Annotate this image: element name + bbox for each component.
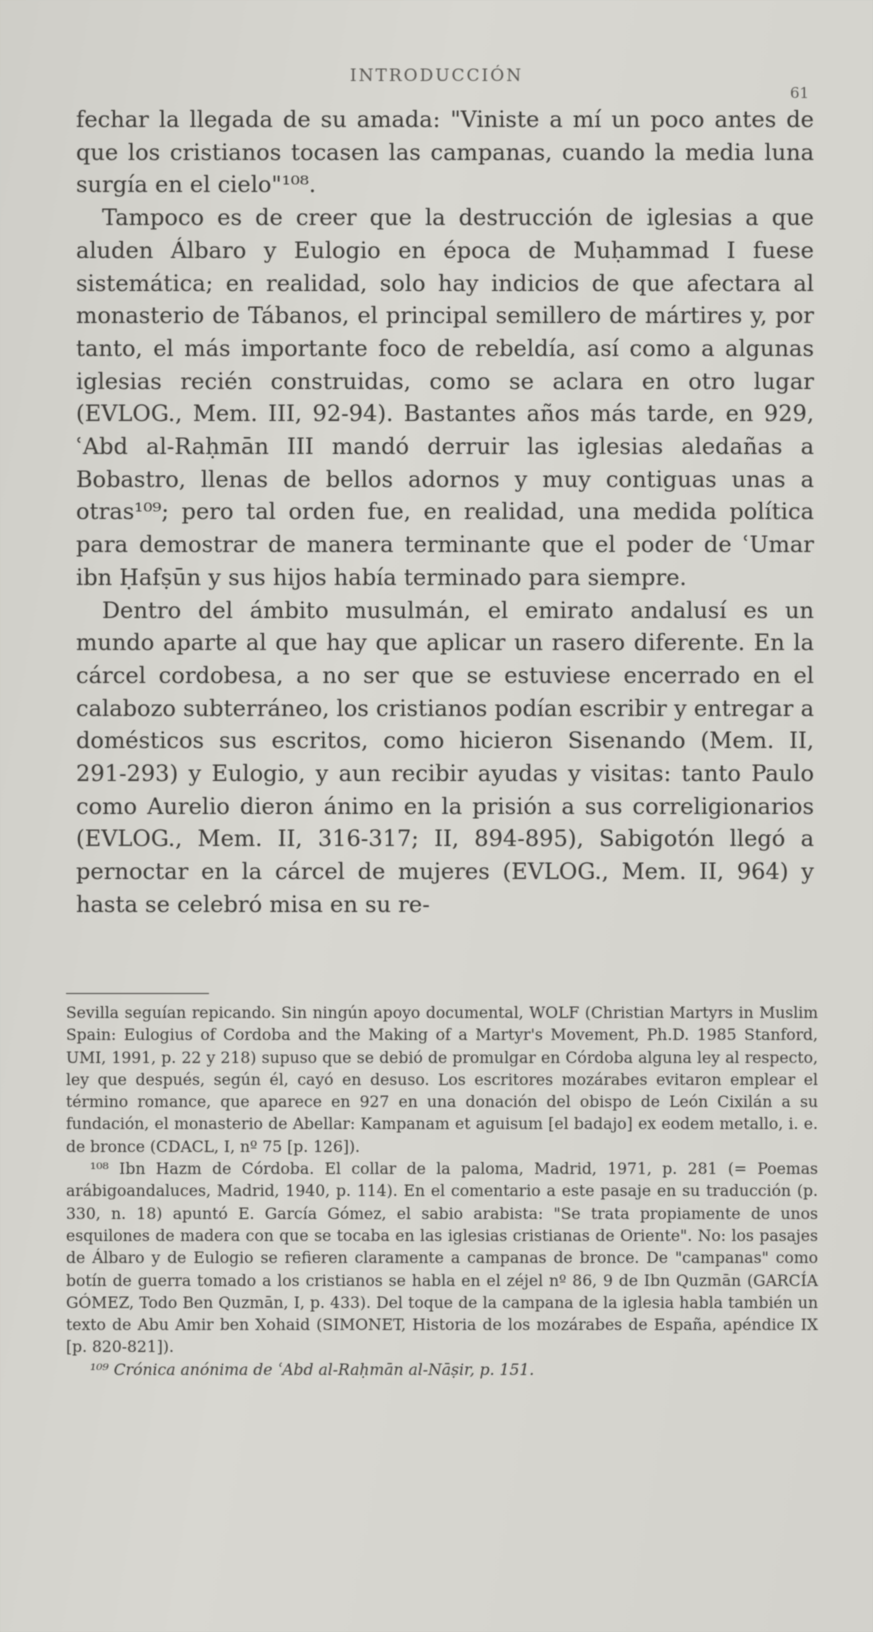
paragraph: Tampoco es de creer que la destrucción de iglesias a que aluden Álbaro y Eulogio en época de Muḥammad I fuese sistemática; en realidad, solo hay indicios de que afectara al monasterio de Tábanos, el principal semillero de mártires y, por tanto, el más importante foco de rebeldía, así como a algunas iglesias recién construidas, como se aclara en otro lugar (EVLOG., Mem. III, 92-94). Bastantes años más tarde, en 929, ʿAbd al-Raḥmān III mandó derruir las iglesias aledañas a Bobastro, llenas de bellos adornos y muy contiguas unas a otras¹⁰⁹; pero tal orden fue, en realidad, una medida política para demostrar de manera terminante que el poder de ʿUmar ibn Ḥafṣūn y sus hijos había terminado para siempre. — [76, 205, 814, 591]
footnote-109: ¹⁰⁹ Crónica anónima de ʿAbd al-Raḥmān al-Nāṣir, p. 151. — [90, 1360, 535, 1379]
paragraph: fechar la llegada de su amada: "Viniste a mí un poco antes de que los cristianos tocasen las campanas, cuando la media luna surgía en el cielo"¹⁰⁸. — [76, 107, 814, 199]
page-number: 61 — [790, 84, 810, 102]
footnote-108: ¹⁰⁸ Ibn Hazm de Córdoba. El collar de la paloma, Madrid, 1971, p. 281 (= Poemas arábigoandaluces, Madrid, 1940, p. 114). En el comentario a este pasaje en su traducción (p. 330, n. 18) apuntó E. García Gómez, el sabio arabista: "Se trata propiamente de unos esquilones de madera con que se tocaba en las iglesias cristianas de Oriente". No: los pasajes de Álbaro y de Eulogio se refieren claramente a campanas de bronce. De "campanas" como botín de guerra tomado a los cristianos se habla en el zéjel nº 86, 9 de Ibn Quzmān (GARCÍA GÓMEZ, Todo Ben Quzmān, I, p. 433). Del toque de la campana de la iglesia habla también un texto de Abu Amir ben Xohaid (SIMONET, Historia de los mozárabes de España, apéndice IX [p. 820-821]). — [66, 1160, 818, 1357]
paragraph: Dentro del ámbito musulmán, el emirato andalusí es un mundo aparte al que hay que aplicar un rasero diferente. En la cárcel cordobesa, a no ser que se estuviese encerrado en el calabozo subterráneo, los cristianos podían escribir y entregar a domésticos sus escritos, como hicieron Sisenando (Mem. II, 291-293) y Eulogio, y aun recibir ayudas y visitas: tanto Paulo como Aurelio dieron ánimo en la prisión a sus correligionarios (EVLOG., Mem. II, 316-317; II, 894-895), Sabigotón llegó a pernoctar en la cárcel de mujeres (EVLOG., Mem. II, 964) y hasta se celebró misa en su re- — [76, 597, 814, 918]
main-text — [76, 104, 814, 922]
footnote-continuation: Sevilla seguían repicando. Sin ningún apoyo documental, WOLF (Christian Martyrs in Muslim Spain: Eulogius of Cordoba and the Making of a Martyr's Movement, Ph.D. 1985 Stanford, UMI, 1991, p. 22 y 218) supuso que se debió de promulgar en Córdoba alguna ley al respecto, ley que después, según él, cayó en desuso. Los escritores mozárabes evitaron emplear el término romance, que aparece en 927 en una donación del obispo de León Cixilán a su fundación, el monasterio de Abellar: Kampanam et aguisum [el badajo] ex eodem metallo, i. e. de bronce (CDACL, I, nº 75 [p. 126]). — [66, 1004, 818, 1156]
running-title: INTRODUCCIÓN — [349, 66, 524, 86]
footnotes — [66, 1002, 818, 1381]
footnote-separator — [66, 993, 209, 994]
